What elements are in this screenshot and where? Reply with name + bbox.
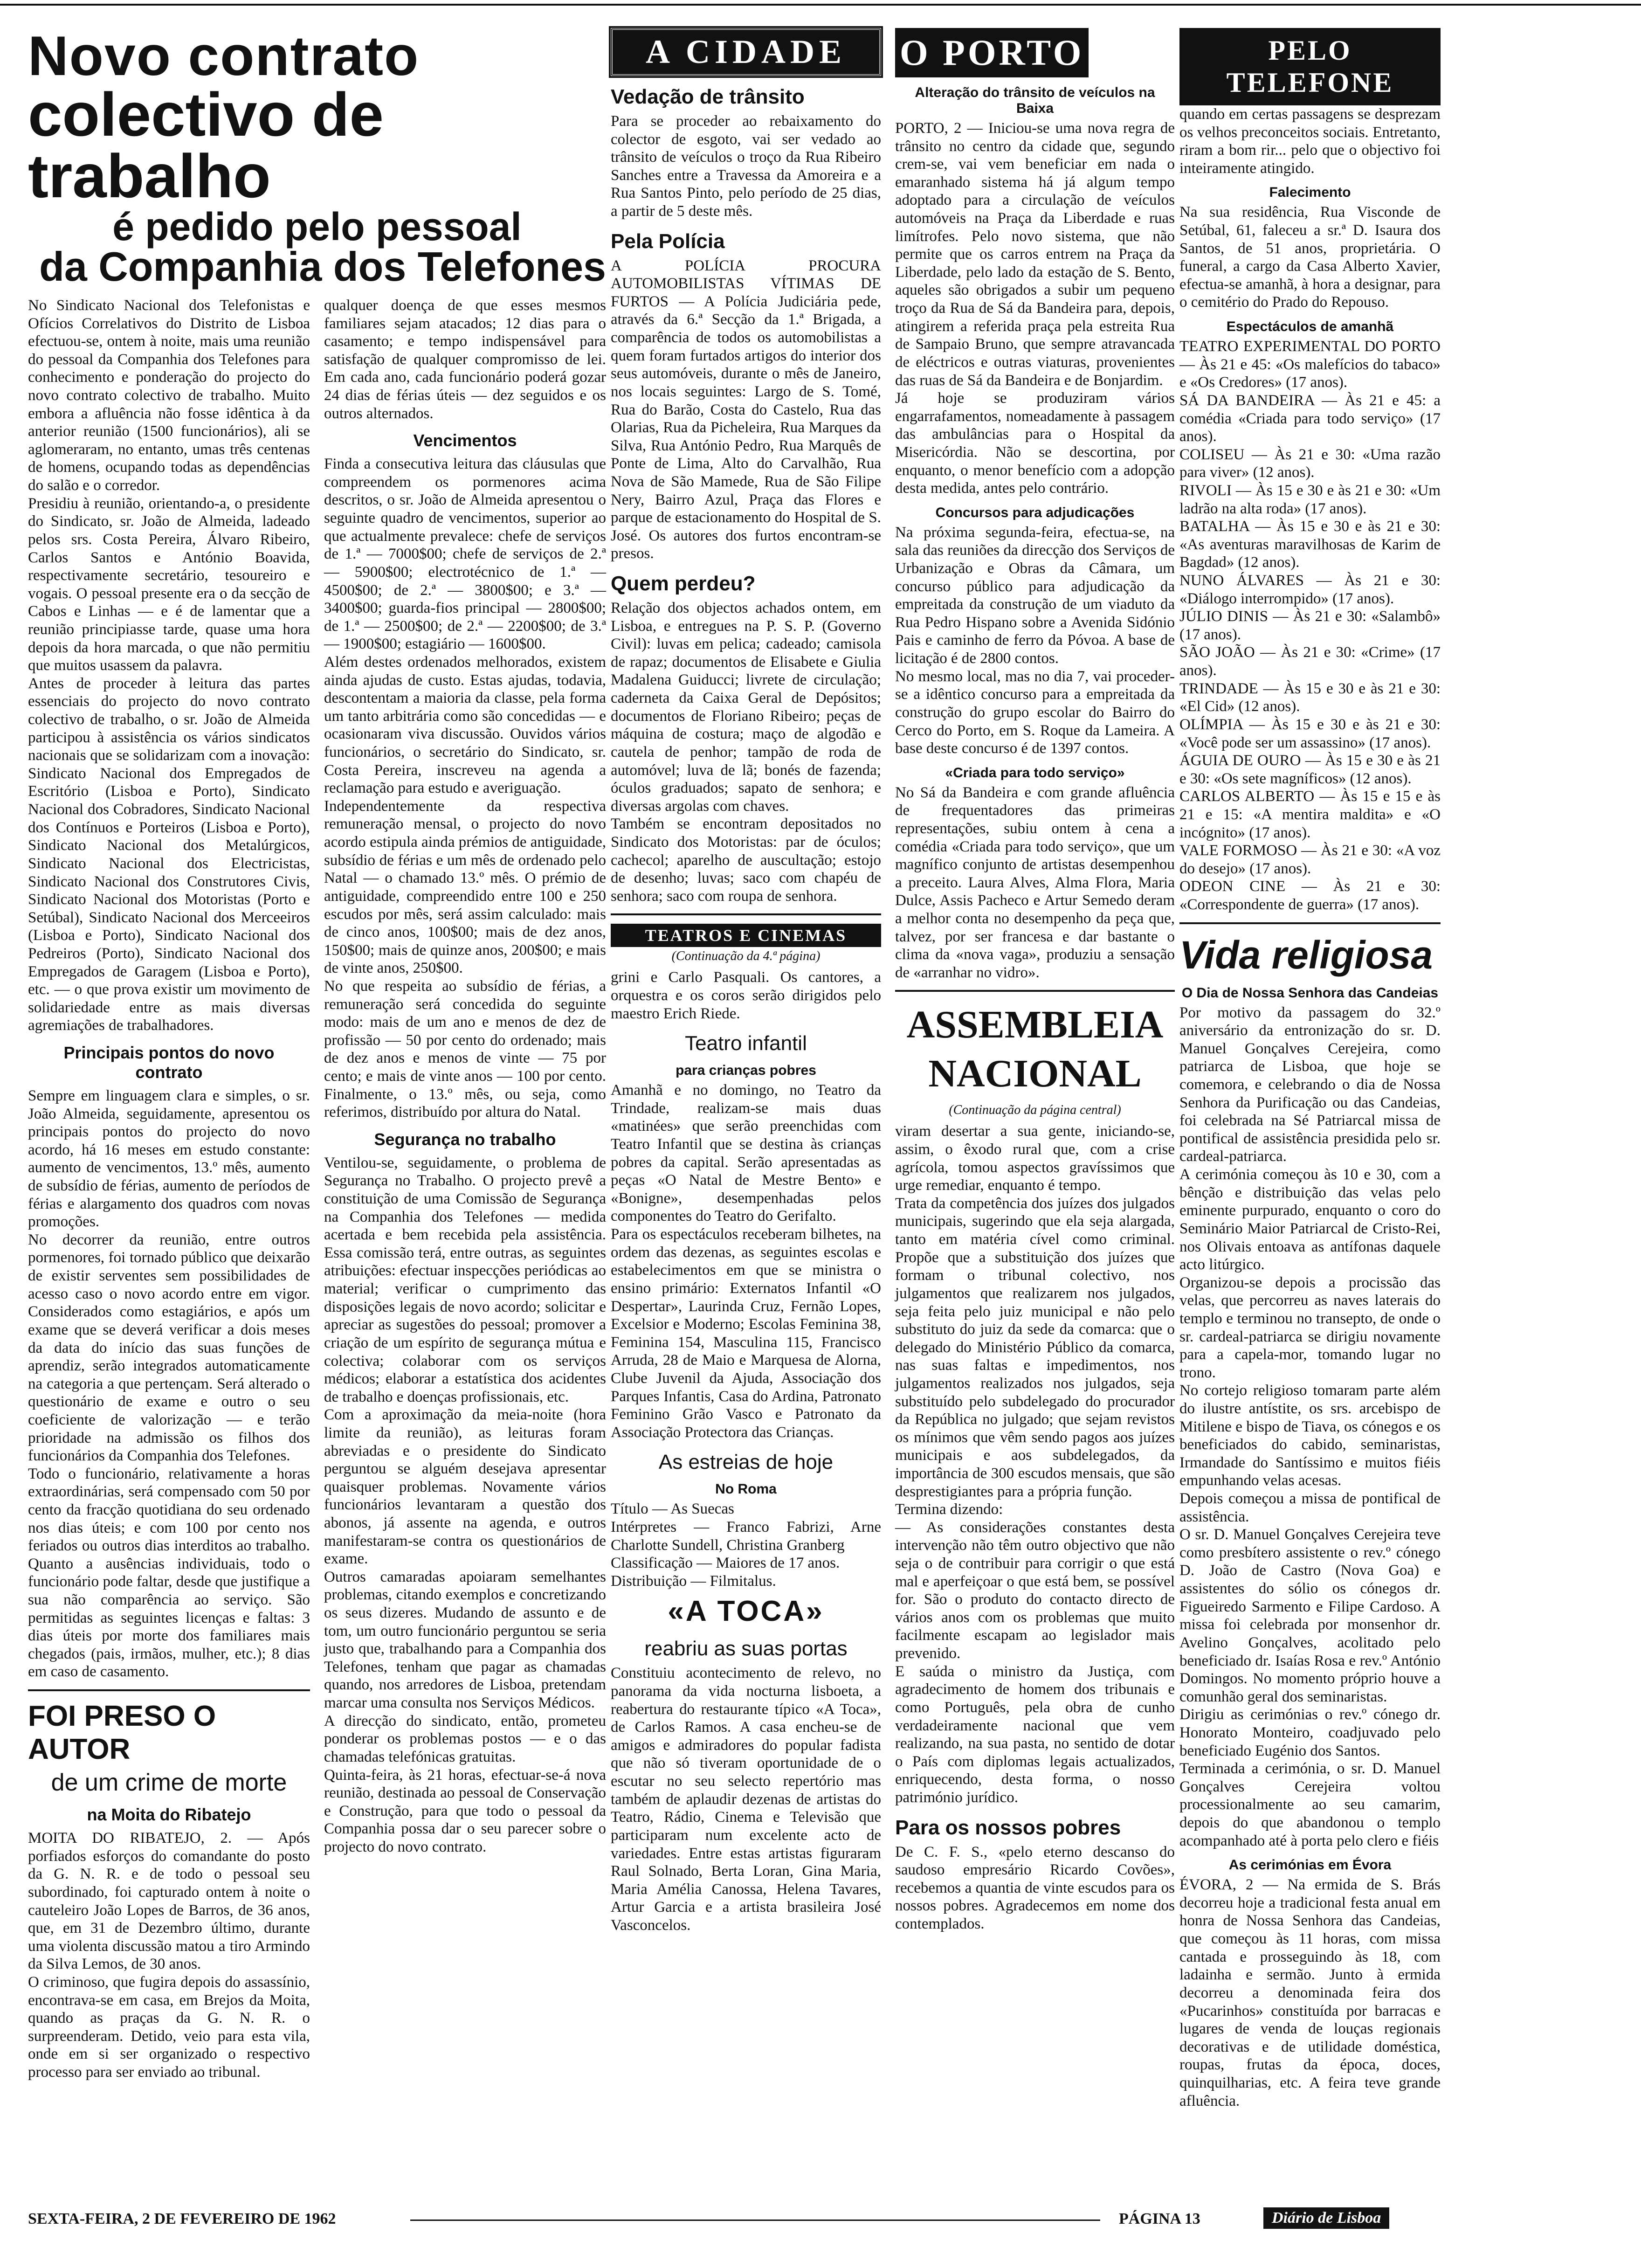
assembleia-line-2: NACIONAL <box>928 1052 1142 1096</box>
listing: CARLOS ALBERTO — Às 15 e 15 e às 21 e 15: «A mentira maldita» e «O incógnito» (17 anos). <box>1179 788 1441 841</box>
paragraph: Para se proceder ao rebaixamento do colector de esgoto, vai ser vedado ao trânsito de veículos o troço da Rua Ribeiro Sanches entre a Travessa da Amoreira e a Rua Santos Pinto, pelo período de 25 dias, a partir de 5 deste mês. <box>611 113 881 220</box>
headline-line-3: é pedido pelo pessoal <box>112 205 522 249</box>
footer-rule <box>410 2220 1100 2221</box>
divider <box>611 913 881 915</box>
page-number: PÁGINA 13 <box>1119 2210 1200 2227</box>
listing: ODEON CINE — Às 21 e 30: «Correspondente de guerra» (17 anos). <box>1179 878 1441 913</box>
paragraph: Dirigiu as cerimónias o rev.º cónego dr. Honorato Monteiro, coadjuvado pelo beneficiado Eugénio dos Santos. <box>1179 1706 1441 1759</box>
divider <box>28 1689 310 1691</box>
vida-religiosa-title: Vida religiosa <box>1179 933 1433 977</box>
paragraph: qualquer doença de que esses mesmos familiares sejam atacados; 12 dias para o casamento; e tempo indispensável para satisfação de qualquer compromisso de lei. Em cada ano, cada funcionário poderá gozar 24 dias de férias úteis — dez seguidos e os outros alternados. <box>324 297 606 422</box>
listing: SÃO JOÃO — Às 21 e 30: «Crime» (17 anos). <box>1179 644 1441 679</box>
paragraph: No que respeita ao subsídio de férias, a remuneração será concedida do seguinte modo: mais de um ano e menos de dez de profissão — 50 por cento do ordenado; mais de dez anos e menos de vinte — 75 por cento; e mais de vinte anos — 100 por cento. Finalmente, o 13.º mês, ou seja, como referimos, distribuído por altura do Natal. <box>324 977 606 1121</box>
listing: NUNO ÁLVARES — Às 21 e 30: «Diálogo interrompido» (17 anos). <box>1179 572 1441 607</box>
paragraph: Com a aproximação da meia-noite (hora limite da reunião), as leituras foram abreviadas e o presidente do Sindicato perguntou se alguém desejava apresentar quaisquer problemas. Novamente vários funcionários levantaram a questão dos abonos, já assente na agenda, e outros manifestaram-se contra os questionários de exame. <box>324 1406 606 1568</box>
paragraph: Depois começou a missa de pontifical de assistência. <box>1179 1490 1441 1525</box>
paragraph: Ventilou-se, seguidamente, o problema de Segurança no Trabalho. O projecto prevê a constituição de uma Comissão de Segurança na Companhia dos Telefones — medida acertada e bem recebida pela assistência. Essa comissão terá, entre outras, as seguintes atribuições: efectuar inspecções periódicas ao material; verificar o cumprimento das disposições legais de novo acordo; solicitar e apreciar as sugestões do pessoal; promover a criação de um espírito de segurança mútua e colectiva; colaborar com os serviços médicos; elaborar a estatística dos acidentes de trabalho e doenças profissionais, etc. <box>324 1154 606 1405</box>
paragraph: Independentemente da respectiva remuneração mensal, o projecto do novo acordo estipula ainda prémios de antiguidade, subsídio de férias e um mês de ordenado pelo Natal — o chamado 13.º mês. O prémio de antiguidade, compreendido entre 100 e 250 escudos por mês, será assim calculado: mais de cinco anos, 100$00; mais de dez anos, 150$00; mais de quinze anos, 200$00; e mais de vinte anos, 250$00. <box>324 797 606 977</box>
paragraph: Por motivo da passagem do 32.º aniversário da entronização do sr. D. Manuel Gonçalves Cerejeira, como patriarca de Lisboa, que hoje se comemora, e celebrando o dia de Nossa Senhora da Purificação ou das Candeias, foi celebrada na Sé Patriarcal missa de pontifical de assistência presidida pelo sr. cardeal-patriarca. <box>1179 1004 1441 1165</box>
paragraph: A POLÍCIA PROCURA AUTOMOBILISTAS VÍTIMAS DE FURTOS — A Polícia Judiciária pede, através da 6.ª Secção da 1.ª Brigada, a comparência de todos os automobilistas a quem foram furtados artigos do interior dos seus automóveis, durante o mês de Janeiro, nos locais seguintes: Largo de S. Tomé, Rua do Barão, Costa do Castelo, Rua das Olarias, Rua da Picheleira, Rua Marques da Silva, Rua António Pedro, Rua Marquês de Ponte de Lima, Alto do Carvalhão, Rua Nova de São Mamede, Rua de São Filipe Nery, Bairro Azul, Praça das Flores e parque de estacionamento do Hospital de S. José. Os autores dos furtos encontram-se presos. <box>611 257 881 562</box>
paragraph: Trata da competência dos juízes dos julgados municipais, sugerindo que ela seja alargada, tanto em matéria cível como criminal. Propõe que a substituição dos juízes que formam o tribunal colectivo, nos julgamentos que realizarem nos julgados, seja feita pelo juiz municipal e não pelo substituto do juiz da sede da comarca: que o delegado do Ministério Público da comarca, nas suas faltas e impedimentos, nos julgamentos realizados nos julgados, seja substituído pelo subdelegado do procurador da República no julgado; que sejam revistos os mínimos que vêm sendo pagos aos juízes municipais e aos subdelegados, da importância de 300 escudos mensais, que são desprestigiantes para a própria função. <box>895 1195 1175 1500</box>
paragraph: A direcção do sindicato, então, prometeu ponderar os problemas postos — e o das chamadas telefónicas gratuitas. <box>324 1712 606 1765</box>
footer-date: SEXTA-FEIRA, 2 DE FEVEREIRO DE 1962 <box>28 2210 336 2227</box>
paragraph: De C. F. S., «pelo eterno descanso do saudoso empresário Ricardo Covões», recebemos a quantia de vinte escudos para os nossos pobres. Agradecemos em nome dos contemplados. <box>895 1843 1175 1933</box>
listing: BATALHA — Às 15 e 30 e às 21 e 30: «As aventuras maravilhosas de Karim de Bagdad» (12 anos). <box>1179 518 1441 571</box>
listing: TEATRO EXPERIMENTAL DO PORTO — Às 21 e 45: «Os malefícios do tabaco» e «Os Credores» (17 anos). <box>1179 338 1441 391</box>
main-article <box>28 25 606 2081</box>
listing: SÁ DA BANDEIRA — Às 21 e 45: a comédia «Criada para todo serviço» (17 anos). <box>1179 392 1441 445</box>
section-heading: Alteração do trânsito de veículos na Baixa <box>915 85 1155 116</box>
continuation-note: (Continuação da 4.ª página) <box>671 949 820 964</box>
listing: OLÍMPIA — Às 15 e 30 e às 21 e 30: «Você pode ser um assassino» (17 anos). <box>1179 716 1441 751</box>
section-heading: «Criada para todo serviço» <box>945 765 1125 781</box>
porto-banner: O PORTO <box>895 28 1089 77</box>
paragraph: Quinta-feira, às 21 horas, efectuar-se-á nova reunião, destinada ao pessoal de Conservação e Construção, para que todo o pessoal da Companhia possa dar o seu parecer sobre o projecto do novo contrato. <box>324 1766 606 1855</box>
paragraph: Presidiu à reunião, orientando-a, o presidente do Sindicato, sr. João de Almeida, ladeado pelos srs. Costa Pereira, Álvaro Ribeiro, Carlos Santos e António Boavida, respectivamente secretário, tesoureiro e vogais. O pessoal presente era o da secção de Cabos e Linhas — e é de lamentar que a reunião principiasse tarde, quase uma hora depois da hora marcada, o que não permitiu que muitos usassem da palavra. <box>28 495 310 674</box>
divider <box>1179 922 1441 924</box>
article-col-right <box>324 297 606 2081</box>
section-heading: Falecimento <box>1269 185 1351 201</box>
section-heading: Teatro infantil <box>685 1032 807 1055</box>
headline-line-4: da Companhia dos Telefones <box>39 243 606 290</box>
section-heading: As cerimónias em Évora <box>1228 1857 1392 1873</box>
paragraph: O sr. D. Manuel Gonçalves Cerejeira teve como presbítero assistente o rev.º cónego D. João de Castro (Nova Goa) e assistentes do sólio os cónegos dr. Figueiredo Sarmento e Filipe Cardoso. A missa foi celebrada por monsenhor dr. Avelino Gonçalves, acolitado pelo beneficiado dr. Isaías Rosa e rev.º António Domingos. No momento próprio houve a comunhão geral dos seminaristas. <box>1179 1526 1441 1705</box>
paragraph: No Sindicato Nacional dos Telefonistas e Ofícios Correlativos do Distrito de Lisboa efectuou-se, ontem à noite, mais uma reunião do pessoal da Companhia dos Telefones para conhecimento e ponderação do projecto do novo contrato colectivo de trabalho. Muito embora a afluência não fosse idêntica à da anterior reunião (1500 funcionários), ali se aglomeraram, no entanto, umas três centenas de homens, ocupando todas as dependências do salão e o corredor. <box>28 297 310 494</box>
paragraph: Intérpretes — Franco Fabrizi, Arne Charlotte Sundell, Christina Granberg <box>611 1519 881 1554</box>
pelo-telefone-banner: PELO TELEFONE <box>1179 28 1441 105</box>
masthead-logo: Diário de Lisboa <box>1263 2207 1389 2229</box>
page-footer <box>28 2210 1473 2238</box>
assembleia-title <box>895 1000 1175 1098</box>
divider <box>895 990 1175 992</box>
headline-line-2: colectivo de trabalho <box>28 80 384 210</box>
paragraph: No decorrer da reunião, entre outros pormenores, foi tornado público que deixarão de existir serventes sem possibilidades de acesso caso o novo acordo entre em vigor. Considerados como estagiários, e após um exame que se deverá verificar a dois meses da data do início das suas funções de aprendiz, serão integrados automaticamente na categoria a que pertençam. Será alterado o questionário de exame e outro o seu coeficiente de valorização — e terão prioridade na admissão os filhos dos funcionários da Companhia dos Telefones. <box>28 1231 310 1465</box>
paragraph: MOITA DO RIBATEJO, 2. — Após porfiados esforços do comandante do posto da G. N. R. e de todo o pessoal seu subordinado, foi capturado ontem à noite o cauteleiro João Lopes de Barros, de 36 anos, que, em 31 de Dezembro último, durante uma violenta discussão matou a tiro Armindo da Silva Lemos, de 30 anos. <box>28 1830 310 1973</box>
paragraph: quando em certas passagens se desprezam os velhos preconceitos sociais. Entretanto, riram a bom rir... pelo que o objectivo foi inteiramente atingido. <box>1179 106 1441 177</box>
porto-telefone-column <box>1179 28 1441 2110</box>
paragraph: Todo o funcionário, relativamente a horas extraordinárias, será compensado com 50 por cento da fracção quotidiana do seu ordenado nos dias úteis; e com 100 por cento nos feriados ou outros dias interditos ao trabalho. Quanto a ausências individuais, todo o funcionário pode faltar, desde que justifique a sua não comparência ao serviço. São permitidas as seguintes licenças e faltas: 3 dias úteis por morte dos familiares mais chegados (pais, irmãos, mulher, etc.); 8 dias em caso de casamento. <box>28 1465 310 1680</box>
paragraph: Termina dizendo: <box>895 1501 1003 1518</box>
paragraph: Distribuição — Filmitalus. <box>611 1572 776 1590</box>
paragraph: Sempre em linguagem clara e simples, o sr. João Almeida, seguidamente, apresentou os principais pontos do projecto do novo acordo, há 16 meses em estudo constante: aumento de vencimentos, 13.º mês, aumento de subsídio de férias, aumento de períodos de férias e alargamento dos quadros com novas promoções. <box>28 1087 310 1231</box>
listing: RIVOLI — Às 15 e 30 e às 21 e 30: «Um ladrão na alta roda» (17 anos). <box>1179 482 1441 517</box>
paragraph: Já hoje se produziram vários engarrafamentos, nomeadamente à passagem das ambulâncias para o Hospital da Misericórdia. Não se descortina, por enquanto, o menor benefício com a adopção desta medida, antes pelo contrário. <box>895 390 1175 497</box>
top-rule <box>0 4 1641 6</box>
section-heading: Vedação de trânsito <box>611 85 805 108</box>
paragraph: Finda a consecutiva leitura das cláusulas que compreendem os pormenores acima descritos, o sr. João de Almeida apresentou o seguinte quadro de vencimentos, superior ao que actualmente prevalece: chefe de serviços de 1.ª — 7000$00; chefe de serviços de 2.ª — 5900$00; electrotécnico de 1.ª — 4500$00; de 2.ª — 3800$00; e 3.ª — 3400$00; guarda-fios principal — 2800$00; de 1.ª — 2500$00; de 2.ª — 2200$00; de 3.ª — 1900$00; estagiário — 1600$00. <box>324 456 606 653</box>
paragraph: No cortejo religioso tomaram parte além do ilustre antístite, os srs. arcebispo de Mitilene e bispo de Tiava, os cónegos e os beneficiados do cabido, seminaristas, Irmandade do Santíssimo e muitos fiéis empunhando velas acesas. <box>1179 1382 1441 1489</box>
paragraph: Além destes ordenados melhorados, existem ainda ajudas de custo. Estas ajudas, todavia, descontentam a maioria da classe, pela forma um tanto arbitrária como são concedidas — e ocasionaram viva discussão. Ouvidos vários funcionários, o secretário do Sindicato, sr. Costa Pereira, inscreveu na agenda a reclamação para estudo e averiguação. <box>324 653 606 797</box>
paragraph: Outros camaradas apoiaram semelhantes problemas, citando exemplos e concretizando os seus dizeres. Mudando de assunto e de tom, um outro funcionário perguntou se seria justo que, trabalhando para a Companhia dos Telefones, tenham que pagar as chamadas quando, nos arredores de Lisboa, pretendam marcar uma consulta nos Serviços Médicos. <box>324 1568 606 1712</box>
subheading: para crianças pobres <box>676 1063 816 1079</box>
cidade-banner: A CIDADE <box>611 28 881 76</box>
paragraph: Para os espectáculos receberam bilhetes, na ordem das dezenas, as seguintes escolas e estabelecimentos em que se ministra o ensino primário: Externatos Infantil «O Despertar», Laurinda Cruz, Fernão Lopes, Excelsior e Moderno; Escolas Feminina 38, Feminina 154, Masculina 115, Francisco Arruda, 28 de Maio e Marquesa de Alorna, Clube Juvenil da Ajuda, Associação dos Parques Infantis, Casa do Ardina, Patronato Feminino Grão Vasco e Patronato da Associação Protectora das Crianças. <box>611 1226 881 1441</box>
section-heading: Para os nossos pobres <box>895 1816 1121 1839</box>
porto-banner-row <box>895 28 1175 77</box>
paragraph: viram desertar a sua gente, iniciando-se, assim, o êxodo rural que, com a crise agrícola, tomou aspectos gravíssimos que urge remediar, enquanto é tempo. <box>895 1123 1175 1194</box>
paragraph: PORTO, 2 — Iniciou-se uma nova regra de trânsito no centro da cidade que, segundo crem-se, vai vem beneficiar em nada o emaranhado sistema há já algum tempo adoptado para a circulação de veículos automóveis na Praça da Liberdade e ruas limítrofes. Pelo novo sistema, que não permite que os carros entrem na Praça da Liberdade, pelo lado da estação de S. Bento, aqueles são obrigados a subir um pequeno troço da Rua de Sá da Bandeira para, depois, atingirem a referida praça pela estreita Rua de Sampaio Bruno, que sempre atravancada de eléctricos e outras viaturas, provenientes das ruas de Sá da Bandeira e de Bonjardim. <box>895 120 1175 389</box>
paragraph: Antes de proceder à leitura das partes essenciais do projecto do novo contrato colectivo de trabalho, o sr. João de Almeida participou à assistência os vários sindicatos nacionais que se solidarizam com a inovação: Sindicato Nacional dos Empregados de Escritório (Lisboa e Porto), Sindicato Nacional dos Cobradores, Sindicato Nacional dos Contínuos e Porteiros (Lisboa e Porto), Sindicato Nacional dos Metalúrgicos, Sindicato Nacional dos Electricistas, Sindicato Nacional dos Construtores Civis, Sindicato Nacional dos Motoristas (Porto e Setúbal), Sindicato Nacional dos Merceeiros (Lisboa e Porto), Sindicato Nacional dos Pedreiros (Porto), Sindicato Nacional dos Empregados de Garagem (Lisboa e Porto), etc. — o que prova existir um movimento de solidariedade entre as mais diversas agremiações de trabalhadores. <box>28 675 310 1034</box>
paragraph: Constituiu acontecimento de relevo, no panorama da vida nocturna lisboeta, a reabertura do restaurante típico «A Toca», de Carlos Ramos. A casa encheu-se de amigos e admiradores do popular fadista que não só tiveram oportunidade de o escutar no seu selecto repertório mas também de aplaudir dezenas de artistas do Teatro, Rádio, Cinema e Televisão que participaram num excelente acto de variedades. Entre estas artistas figuraram Raul Solnado, Berta Loran, Gina Maria, Maria Amélia Canossa, Helena Tavares, Artur Garcia e a artista brasileira José Vasconcelos. <box>611 1665 881 1934</box>
article-body <box>28 297 606 2081</box>
paragraph: No Sá da Bandeira e com grande afluência de frequentadores das primeiras representações, subiu ontem à cena a comédia «Criada para todo serviço», que um magnífico conjunto de artistas desempenhou a preceito. Laura Alves, Alma Flora, Maria Dulce, Assis Pacheco e Artur Semedo deram a melhor conta no desempenho da peça que, talvez, por ser francesa e dar bastante o clima da «nova vaga», produziu a sensação de «arranhar no vidro». <box>895 784 1175 981</box>
listing: JÚLIO DINIS — Às 21 e 30: «Salambô» (17 anos). <box>1179 608 1441 643</box>
subheading: Principais pontos do novo contrato <box>63 1043 275 1082</box>
article-col-left <box>28 297 310 2081</box>
listing: VALE FORMOSO — Às 21 e 30: «A voz do desejo» (17 anos). <box>1179 842 1441 877</box>
subheading: Segurança no trabalho <box>374 1129 556 1149</box>
section-heading: Concursos para adjudicações <box>935 505 1135 520</box>
paragraph: grini e Carlo Pasquali. Os cantores, a orquestra e os coros serão dirigidos pelo maestro Erich Riede. <box>611 969 881 1022</box>
paragraph: Terminada a cerimónia, o sr. D. Manuel Gonçalves Cerejeira voltou processionalmente ao seu camarim, depois do que abandonou o templo acompanhado até à porta pelo clero e fiéis <box>1179 1760 1441 1849</box>
paragraph: Também se encontram depositados no Sindicato dos Motoristas: par de óculos; cachecol; aparelho de auscultação; estojo de desenho; luvas; saco com chapéu de senhora; saco com roupa de senhora. <box>611 816 881 905</box>
paragraph: Na sua residência, Rua Visconde de Setúbal, 61, faleceu a sr.ª D. Isaura dos Santos, de 51 anos, proprietária. O funeral, a cargo da Casa Alberto Xavier, efectua-se amanhã, à hora a designar, para o cemitério do Prado do Repouso. <box>1179 204 1441 311</box>
paragraph: Amanhã e no domingo, no Teatro da Trindade, realizam-se mais duas «matinées» que serão preenchidas com Teatro Infantil que se destina às crianças pobres da capital. Serão apresentadas as peças «O Natal de Mestre Bento» e «Bonigne», desempenhadas pelos componentes do Teatro do Gerifalto. <box>611 1082 881 1225</box>
section-heading: Pela Polícia <box>611 229 725 253</box>
paragraph: Na próxima segunda-feira, efectua-se, na sala das reuniões da direcção dos Serviços de Urbanização e Obras da Câmara, um concurso público para adjudicação da empreitada da construção de um viaduto da Rua Pedro Hispano sobre a Avenida Sidónio Pais e caminho de ferro da Póvoa. A base de licitação é de 2800 contos. <box>895 524 1175 667</box>
subheading: Vencimentos <box>413 431 517 450</box>
paragraph: O criminoso, que fugira depois do assassínio, encontrava-se em casa, em Brejos da Moita, quando as praças da G. N. R. o surpreenderam. Detido, veio para esta vila, onde em si ser organizado o respectivo processo para ser enviado ao tribunal. <box>28 1973 310 2081</box>
paragraph: E saúda o ministro da Justiça, com agradecimento de homem dos tribunais e como Português, pela obra de cunho verdadeiramente nacional que vem realizando, na sua pasta, no sentido de dotar o País com diplomas legais actualizados, enriquecendo, desta forma, o nosso património jurídico. <box>895 1663 1175 1806</box>
porto-column <box>895 28 1175 1933</box>
paragraph: Classificação — Maiores de 17 anos. <box>611 1555 840 1572</box>
section-heading: As estreias de hoje <box>658 1451 834 1474</box>
paragraph: Organizou-se depois a procissão das velas, que percorreu as naves laterais do templo e terminou no transepto, de onde o sr. cardeal-patriarca se dirigiu novamente para a capela-mor, tomando lugar no trono. <box>1179 1274 1441 1381</box>
subheading: O Dia de Nossa Senhora das Candeias <box>1181 985 1439 1001</box>
section-heading: Espectáculos de amanhã <box>1226 319 1394 335</box>
subheading: No Roma <box>715 1481 777 1497</box>
paragraph: ÉVORA, 2 — Na ermida de S. Brás decorreu hoje a tradicional festa anual em honra de Nossa Senhora das Candeias, que começou às 11 horas, com missa cantada e prosseguindo às 18, com ladainha e sermão. Junto à ermida decorreu a denominada feira dos «Pucarinhos» constituída por barracas e lugares de venda de louças regionais decorativas e de utilidade doméstica, roupas, frutas da época, doces, quinquilharias, etc. A feira teve grande afluência. <box>1179 1876 1441 2109</box>
paragraph: No mesmo local, mas no dia 7, vai proceder-se a idêntico concurso para a empreitada da construção do grupo escolar do Bairro do Cerco do Porto, em S. Roque da Lameira. A base deste concurso é de 1397 contos. <box>895 668 1175 757</box>
toca-headline: «A TOCA» <box>668 1595 824 1628</box>
section-heading: Quem perdeu? <box>611 572 756 595</box>
cidade-column <box>611 28 881 1935</box>
listing: ÁGUIA DE OURO — Às 15 e 30 e às 21 e 30: «Os sete magníficos» (12 anos). <box>1179 752 1441 787</box>
paragraph: — As considerações constantes desta intervenção não têm outro objectivo que não seja o de contribuir para corrigir o que está mal e aperfeiçoar o que está bem, se possível for. São o produto do contacto directo de vários anos com os problemas que muito facilmente escapam ao legislador mais prevenido. <box>895 1519 1175 1662</box>
paragraph: Relação dos objectos achados ontem, em Lisboa, e entregues na P. S. P. (Governo Civil): luvas em pelica; cadeado; camisola de rapaz; documentos de Elisabete e Giulia Madalena Guiducci; livrete de circulação; caderneta da Caixa Geral de Depósitos; documentos de Floriano Ribeiro; peças de máquina de costura; maço de algodão e cautela de penhor; tampão de roda de automóvel; luva de lã; bonés de fazenda; óculos graduados; sapato de senhora; e diversas argolas com chaves. <box>611 600 881 815</box>
paragraph: A cerimónia começou às 10 e 30, com a bênção e distribuição das velas pelo eminente purpurado, enquanto o coro do Seminário Maior Patriarcal de Cristo-Rei, nos Olivais entoava as antífonas daquele acto litúrgico. <box>1179 1166 1441 1273</box>
paragraph: Título — As Suecas <box>611 1500 734 1518</box>
crime-headline: FOI PRESO O AUTOR <box>28 1700 216 1766</box>
listing: COLISEU — Às 21 e 30: «Uma razão para viver» (12 anos). <box>1179 446 1441 481</box>
teatros-banner: TEATROS E CINEMAS <box>611 924 881 947</box>
crime-subheadline: de um crime de morte <box>51 1769 287 1797</box>
listing: TRINDADE — Às 15 e 30 e às 21 e 30: «El Cid» (12 anos). <box>1179 680 1441 715</box>
continuation-note: (Continuação da página central) <box>949 1103 1121 1118</box>
toca-subheadline: reabriu as suas portas <box>644 1637 848 1660</box>
crime-place: na Moita do Ribatejo <box>87 1805 251 1825</box>
headline-line-1: Novo contrato <box>28 25 420 87</box>
assembleia-line-1: ASSEMBLEIA <box>906 1003 1164 1047</box>
